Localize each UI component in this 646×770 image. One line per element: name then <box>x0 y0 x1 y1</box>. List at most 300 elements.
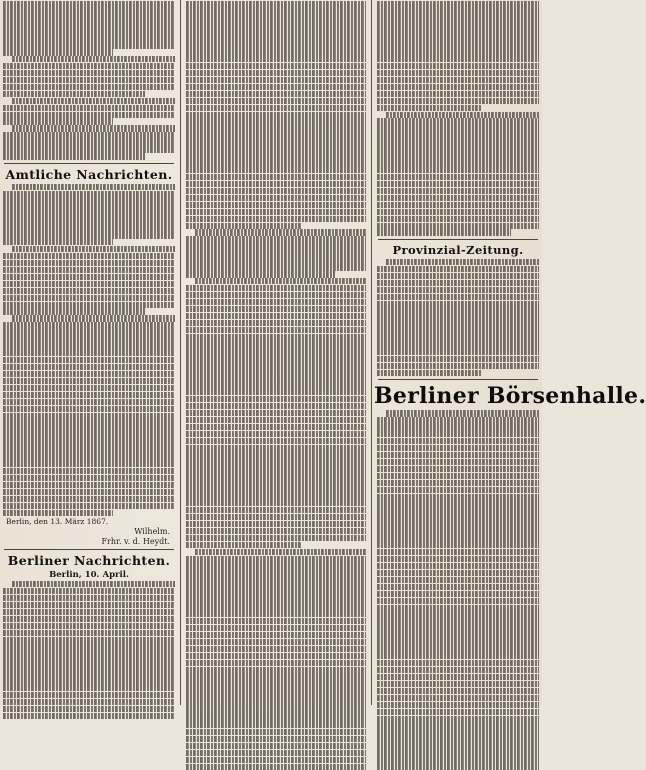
text-line <box>3 482 175 488</box>
text-line <box>3 14 175 20</box>
text-line <box>12 581 175 587</box>
column-right <box>374 0 646 705</box>
text-line <box>377 70 539 76</box>
text-line <box>186 243 366 249</box>
text-line <box>186 167 366 173</box>
text-line <box>377 301 539 307</box>
text-line <box>186 687 366 693</box>
text-line <box>377 750 539 756</box>
text-line <box>3 281 175 287</box>
text-line <box>12 98 175 104</box>
text-line <box>3 204 175 210</box>
text-line <box>377 370 481 376</box>
text-line <box>186 451 366 457</box>
text-line <box>186 382 366 388</box>
text-line <box>186 181 366 187</box>
section-divider <box>4 549 174 550</box>
text-line <box>186 465 366 471</box>
text-line <box>3 7 175 13</box>
text-line <box>186 223 301 229</box>
text-line <box>3 461 175 467</box>
text-line <box>186 701 366 707</box>
text-line <box>3 392 175 398</box>
text-line <box>3 378 175 384</box>
text-line <box>377 174 539 180</box>
text-line <box>186 410 366 416</box>
text-line <box>377 743 539 749</box>
text-line <box>3 28 175 34</box>
text-line <box>3 63 175 69</box>
text-line <box>3 218 175 224</box>
text-line <box>377 56 539 62</box>
column-rule <box>371 0 372 705</box>
text-line <box>377 98 539 104</box>
text-line <box>3 146 175 152</box>
text-line <box>3 295 175 301</box>
text-line <box>377 487 539 493</box>
text-line <box>186 174 366 180</box>
date-line: Berlin, den 13. März 1867. <box>6 517 109 527</box>
text-line <box>3 322 175 328</box>
text-line <box>377 314 539 320</box>
text-line <box>3 630 175 636</box>
text-line <box>186 507 366 513</box>
text-line <box>377 563 539 569</box>
column-rule <box>180 0 181 705</box>
text-line <box>186 42 366 48</box>
text-line <box>186 125 366 131</box>
text-line <box>186 132 366 138</box>
text-line <box>12 125 175 131</box>
text-line <box>3 609 175 615</box>
text-line <box>377 521 539 527</box>
text-line <box>3 643 175 649</box>
text-line <box>3 678 175 684</box>
text-line <box>3 232 175 238</box>
text-line <box>3 426 175 432</box>
text-line <box>377 21 539 27</box>
text-line <box>377 542 539 548</box>
text-line <box>186 583 366 589</box>
text-line <box>12 246 175 252</box>
text-line <box>186 21 366 27</box>
text-line <box>377 28 539 34</box>
text-line <box>377 729 539 735</box>
text-line <box>386 259 539 265</box>
text-line <box>3 510 113 516</box>
text-line <box>186 105 366 111</box>
text-line <box>377 646 539 652</box>
text-line <box>186 556 366 562</box>
text-line <box>186 535 366 541</box>
text-line <box>186 368 366 374</box>
text-line <box>3 343 175 349</box>
text-line <box>377 535 539 541</box>
text-line <box>3 475 175 481</box>
text-line <box>377 146 539 152</box>
text-line <box>186 236 366 242</box>
text-line <box>3 274 175 280</box>
text-line <box>377 167 539 173</box>
text-line <box>377 757 539 763</box>
text-line <box>377 84 539 90</box>
text-line <box>186 493 366 499</box>
column-left <box>0 0 178 705</box>
text-line <box>3 253 175 259</box>
text-line <box>3 454 175 460</box>
text-line <box>377 202 539 208</box>
text-line <box>186 146 366 152</box>
text-line <box>186 479 366 485</box>
text-line <box>377 216 539 222</box>
text-line <box>377 91 539 97</box>
text-line <box>186 639 366 645</box>
text-line <box>377 209 539 215</box>
text-line <box>377 35 539 41</box>
text-line <box>377 494 539 500</box>
text-line <box>186 764 366 770</box>
text-line <box>377 584 539 590</box>
text-line <box>186 375 366 381</box>
text-line <box>195 229 366 235</box>
text-line <box>186 250 366 256</box>
text-line <box>186 209 366 215</box>
text-line <box>377 280 539 286</box>
text-line <box>3 399 175 405</box>
text-line <box>377 160 539 166</box>
text-line <box>186 292 366 298</box>
text-line <box>3 70 175 76</box>
text-line <box>186 542 301 548</box>
text-line <box>3 225 175 231</box>
text-line <box>377 356 539 362</box>
text-line <box>377 688 539 694</box>
text-line <box>186 1 366 7</box>
text-line <box>3 671 175 677</box>
text-line <box>377 500 539 506</box>
text-line <box>377 125 539 131</box>
text-line <box>377 118 539 124</box>
text-line <box>377 63 539 69</box>
text-line <box>186 576 366 582</box>
text-line <box>186 354 366 360</box>
text-line <box>3 447 175 453</box>
text-line <box>377 618 539 624</box>
text-line <box>377 7 539 13</box>
text-line <box>186 396 366 402</box>
text-line <box>377 598 539 604</box>
text-line <box>3 489 175 495</box>
text-line <box>377 528 539 534</box>
text-line <box>3 657 175 663</box>
text-line <box>3 413 175 419</box>
text-line <box>3 623 175 629</box>
text-line <box>186 139 366 145</box>
text-line <box>3 153 145 159</box>
text-line <box>3 239 113 245</box>
text-line <box>186 590 366 596</box>
text-line <box>3 49 113 55</box>
text-line <box>186 216 366 222</box>
text-line <box>3 650 175 656</box>
text-line <box>3 692 175 698</box>
text-line <box>377 722 539 728</box>
text-line <box>186 562 366 568</box>
text-line <box>186 528 366 534</box>
text-line <box>186 188 366 194</box>
text-line <box>186 680 366 686</box>
text-line <box>377 570 539 576</box>
text-line <box>186 389 366 395</box>
text-line <box>377 1 539 7</box>
text-line <box>186 56 366 62</box>
text-line <box>186 313 366 319</box>
text-line <box>186 306 366 312</box>
text-line <box>377 736 539 742</box>
text-line <box>377 188 539 194</box>
text-line <box>377 556 539 562</box>
section-heading-provinzial: Provinzial-Zeitung. <box>392 242 524 257</box>
text-line <box>186 7 366 13</box>
text-line <box>186 667 366 673</box>
text-line <box>377 349 539 355</box>
section-heading-berliner: Berliner Nachrichten. <box>7 553 171 569</box>
text-line <box>3 685 175 691</box>
text-line <box>186 729 366 735</box>
text-line <box>377 321 539 327</box>
text-line <box>3 1 175 7</box>
text-line <box>186 722 366 728</box>
text-line <box>386 410 539 416</box>
text-line <box>377 223 539 229</box>
text-line <box>3 406 175 412</box>
text-line <box>3 197 175 203</box>
text-line <box>377 605 539 611</box>
text-line <box>186 660 366 666</box>
text-line <box>186 361 366 367</box>
text-line <box>377 660 539 666</box>
text-line <box>377 459 539 465</box>
text-line <box>377 77 539 83</box>
text-line <box>377 42 539 48</box>
text-line <box>195 549 366 555</box>
text-line <box>186 653 366 659</box>
text-line <box>186 618 366 624</box>
text-line <box>3 503 175 509</box>
text-line <box>186 431 366 437</box>
text-line <box>3 267 175 273</box>
text-line <box>377 132 539 138</box>
text-line <box>377 417 539 423</box>
text-line <box>186 743 366 749</box>
text-line <box>186 84 366 90</box>
text-line <box>377 625 539 631</box>
text-line <box>186 673 366 679</box>
text-line <box>377 195 539 201</box>
text-line <box>3 616 175 622</box>
section-divider <box>378 379 538 380</box>
text-line <box>3 191 175 197</box>
text-line <box>186 438 366 444</box>
text-line <box>3 637 175 643</box>
text-line <box>186 736 366 742</box>
text-line <box>186 320 366 326</box>
text-line <box>377 273 539 279</box>
text-line <box>377 181 539 187</box>
text-line <box>377 681 539 687</box>
text-line <box>377 287 539 293</box>
text-line <box>377 49 539 55</box>
text-line <box>186 604 366 610</box>
text-line <box>377 695 539 701</box>
text-line <box>186 458 366 464</box>
section-divider <box>4 163 174 164</box>
text-line <box>186 63 366 69</box>
text-line <box>3 308 145 314</box>
text-line <box>377 335 539 341</box>
text-line <box>195 278 366 284</box>
text-line <box>377 466 539 472</box>
text-line <box>12 184 175 190</box>
text-line <box>186 91 366 97</box>
text-line <box>377 445 539 451</box>
text-line <box>377 473 539 479</box>
text-line <box>12 56 175 62</box>
text-line <box>377 632 539 638</box>
section-divider <box>378 239 538 240</box>
text-line <box>186 632 366 638</box>
text-line <box>186 77 366 83</box>
text-line <box>186 708 366 714</box>
text-line <box>3 699 175 705</box>
text-line <box>3 112 175 118</box>
text-line <box>186 757 366 763</box>
text-line <box>3 329 175 335</box>
text-line <box>3 91 145 97</box>
signature-name: Wilhelm. <box>134 527 170 537</box>
text-line <box>377 667 539 673</box>
text-line <box>377 342 539 348</box>
text-line <box>186 514 366 520</box>
text-line <box>377 709 539 715</box>
text-line <box>3 336 175 342</box>
text-line <box>377 639 539 645</box>
text-line <box>377 153 539 159</box>
text-line <box>377 438 539 444</box>
text-line <box>386 112 539 118</box>
text-line <box>3 132 175 138</box>
text-line <box>186 257 366 263</box>
text-line <box>377 105 481 111</box>
text-line <box>186 14 366 20</box>
text-line <box>3 35 175 41</box>
text-line <box>3 385 175 391</box>
text-line <box>3 468 175 474</box>
text-line <box>186 299 366 305</box>
section-heading-amtliche: Amtliche Nachrichten. <box>5 166 173 182</box>
text-line <box>377 591 539 597</box>
text-line <box>377 14 539 20</box>
text-line <box>3 288 175 294</box>
text-line <box>377 328 539 334</box>
text-line <box>377 266 539 272</box>
text-line <box>186 569 366 575</box>
text-line <box>3 706 175 712</box>
text-line <box>186 472 366 478</box>
text-line <box>3 419 175 425</box>
text-line <box>186 49 366 55</box>
text-line <box>377 424 539 430</box>
text-line <box>186 486 366 492</box>
text-line <box>3 42 175 48</box>
text-line <box>3 496 175 502</box>
text-line <box>186 597 366 603</box>
text-line <box>3 139 175 145</box>
text-line <box>377 764 539 770</box>
text-line <box>186 160 366 166</box>
text-line <box>3 713 175 719</box>
text-line <box>377 611 539 617</box>
text-line <box>3 602 175 608</box>
text-line <box>186 417 366 423</box>
text-line <box>377 452 539 458</box>
text-line <box>377 294 539 300</box>
text-line <box>186 750 366 756</box>
text-line <box>3 595 175 601</box>
section-heading-boersenhalle: Berliner Börsenhalle. <box>374 383 646 410</box>
text-line <box>377 674 539 680</box>
text-line <box>186 646 366 652</box>
text-line <box>186 500 366 506</box>
text-line <box>12 315 175 321</box>
text-line <box>186 403 366 409</box>
text-line <box>377 507 539 513</box>
text-line <box>377 653 539 659</box>
text-line <box>3 350 175 356</box>
text-line <box>377 307 539 313</box>
text-line <box>186 98 366 104</box>
text-line <box>186 118 366 124</box>
text-line <box>3 118 113 124</box>
text-line <box>186 611 366 617</box>
text-line <box>3 84 175 90</box>
text-line <box>3 77 175 83</box>
text-line <box>3 211 175 217</box>
text-line <box>377 514 539 520</box>
text-line <box>186 195 366 201</box>
text-line <box>3 588 175 594</box>
text-line <box>186 694 366 700</box>
text-line <box>377 431 539 437</box>
text-line <box>186 424 366 430</box>
text-line <box>186 153 366 159</box>
text-line <box>377 577 539 583</box>
text-line <box>377 229 511 235</box>
text-line <box>3 21 175 27</box>
text-line <box>186 334 366 340</box>
text-line <box>3 260 175 266</box>
text-line <box>186 340 366 346</box>
text-line <box>186 112 366 118</box>
text-line <box>3 105 175 111</box>
text-line <box>186 625 366 631</box>
text-line <box>377 549 539 555</box>
text-line <box>3 440 175 446</box>
text-line <box>3 433 175 439</box>
text-line <box>186 70 366 76</box>
text-line <box>186 347 366 353</box>
text-line <box>186 28 366 34</box>
